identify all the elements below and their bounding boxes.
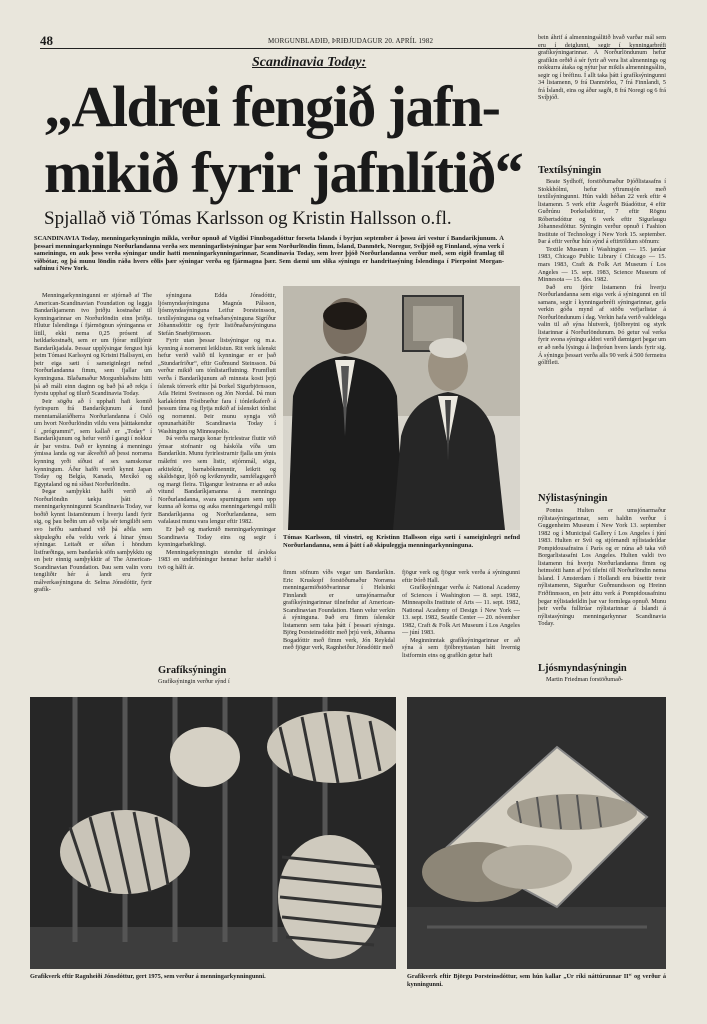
subhead-photo: Ljósmyndasýningin <box>538 663 627 674</box>
col2-paragraph: Er það og markmið menningarkynningar Scandinavia Today eins og segir í kynningarbæklingi. <box>158 525 276 549</box>
center-photo-caption: Tómas Karlsson, til vinstri, og Kristinn Hallsson eiga sæti í sameiginlegri nefnd Norðurlandanna, sem á þátt í að skipuleggja menningarkynninguna. <box>283 534 520 549</box>
artwork-left <box>30 697 396 969</box>
col5-paragraph: Það eru fjórir listamenn frá hverju Norðurlandanna sem eiga verk á sýningunni en til samans, segir í kynningarbréfi sýningarinnar, gefa verkin góða mynd af stöðu vefjarlistar á Norðurlöndunum í dag. Verkin hafa verið valdelega valin til að sýna hlutverk, fjölbreytni og styrk listarinnar á Norðurlöndunum. Þó getur val verka fyrir svona sýningu aldrei verið dæmigert þegar um er að ræða lýsingu á listþróun hvers lands fyrir sig. Á sýningu þessari verða alls 90 verk á 500 fermetra gólffleti. <box>538 283 666 367</box>
col2-paragraph: Fyrir utan þessar listsýningar og m.a. kynning á norrænni leiklistun. Rit verk íslenskt hefur verið valið til kynningar er er það „Stundarfriður“, eftir Guðmund Steinsson. Þá verður mikið um tónlistarflutning. Frumflutt verða í Bandaríkjunum að minnsta kosti þrjú íslensk tónverk eftir þá Þorkel Sigurbjörnsson, Atla Heimi Sveinsson og Jón Nordal. Þá mun karlakórinn Fóstbræður fara í tónleikaferð á þessum tíma og flytja mikið af íslenskri tónlist og norrænni. Þeir munu syngja við opnunarhátíðir Scandinavia Today í Washington og Minneapolis. <box>158 337 276 435</box>
column-1 <box>34 292 152 682</box>
headline-line1: „Aldrei fengið jafn- <box>44 74 500 139</box>
col2-paragraph: Menningarkynningin stendur til ársloka 1983 en undirbúningur hennar hefur staðið í tvö og hálft ár. <box>158 548 276 571</box>
headline-line2: mikið fyrir jafnlítið“ <box>44 140 523 205</box>
column-5a <box>538 34 666 162</box>
column-3 <box>283 569 395 687</box>
col3-paragraph: fimm söfnum víðs vegar um Bandaríkin. Eric Kruskopf forstöðumaður Norræna menningarmiðstöðvarinnar í Helsinki Finnlandi er umsjónarmaður grafíksýningarinnar tilnefndur af American-Scandinavian Foundation. Hann velur verkin á sýninguna. Það eru fimm íslenskir listamenn sem taka þátt í þessari sýningu. Björg Þorsteinsdóttir með þrjú verk, Jóhanna Bogadóttir með fimm verk, Jón Reykdal með fjögur verk, Ragnheiður Jónsdóttir með <box>283 569 395 652</box>
col2-graphic-text: Grafíksýningin verður sýnd í <box>158 678 230 685</box>
subhead-graphic: Grafíksýningin <box>158 665 227 676</box>
artwork-left-caption: Grafíkverk eftir Ragnheiði Jónsdóttur, gert 1975, sem verður á menningarkynningunni. <box>30 973 266 980</box>
shells-behind-bars-illustration <box>30 697 396 969</box>
col1-paragraph: Menningarkynningunni er stjórnað af The American-Scandinavian Foundation og leggja Bandaríkjamenn tvo þriðju kostnaðar til kynningarinnar en Norðurlöndin einn þriðja. Hlutur Íslendinga í fjármögnun sýninganna er lítill, ekki nema 0,25 prósent af heildarkostnaði, sem er um fjórar milljónir Bandaríkjadala. Þessar upplýsingar fengust hjá þeim Tómasi Karlssyni og Kristni Hallssyni, en þeir eiga sæti í sameiginlegri nefnd Norðurlandanna fimm, sem fjallar um kynninguna. Blaðamaður Morgunblaðsins hitti þá að máli einn daginn og bað þá að rekja í fyrstu upphaf og tilurð Scandinavia Today. <box>34 292 152 398</box>
subhead-textile: Textílsýningin <box>538 165 602 176</box>
artwork-right <box>407 697 666 969</box>
col4-paragraph: fjögur verk og fjögur verk verða á sýningunni eftir Þórð Hall. <box>402 569 520 584</box>
col1-paragraph: Þeir sögðu að í upphafi hafi komið fyrirspurn frá Bandaríkjunum á fund menntamálaráðherra Norðurlandanna í Osló um hvort Norðurlöndin vildu vera þátttakendur í „prógrammi“, sem kallað er „Today“ í Bandaríkjunum og hefur verið í gangi í nokkur ár þar vestra. Það er kynning á menningu ýmissa landa og var ákveðið að þessi norræna kynning yrði síðust af sex samskonar kynningum. Áður hafði verið kynnt Japan Today og Belgía, Kanada, Mexíkó og Egyptaland og nú síðast Norðurlöndin. <box>34 397 152 488</box>
column-5d: Martin Friedman forstöðumað- <box>546 676 623 683</box>
column-4 <box>402 569 520 687</box>
subhead-crafts: Nýlistasýningin <box>538 493 608 504</box>
artwork-right-caption: Grafíkverk eftir Björgu Þorsteinsdóttur, sem hún kallar „Úr ríki náttúrunnar II“ og verður á kynningunni. <box>407 973 666 988</box>
col5-paragraph: Textile Museum í Washington — 15. janúar 1983, Chicago Public Library í Chicago — 15. mars 1983, Craft & Folk Art Museum í Los Angeles — 15. sept. 1983, Science Museum of Minnesota — 15. des. 1982. <box>538 245 666 284</box>
col2-paragraph: Þá verða margs konar fyrirlestrar fluttir við ýmsar stofnanir og háskóla víða um Bandaríkin. Munu fyrirlestrarnir fjalla um ýmis málefni svo sem listir, stjórnmál, sögu, arkitektúr, barnabókmenntir, leikrit og skáldsögur, ljóð og kvikmyndir, samfélagsgerð og margt fleira. Tilgangur lestranna er að auka vitund Bandaríkjamanna á menningu Norðurlandanna, svara spurningum sem upp kunna að koma og auka menningartengsl milli Bandaríkjanna og Norðurlandanna, sem vafalaust munu vara lengur eftir 1982. <box>158 435 276 526</box>
col5-paragraph: Pontus Hulten er umsjónarmaður nýlistasýningarinnar, sem haldin verður í Guggenheim Museum í New York 13. september 1982 og í Municipal Gallery í Los Angeles í júní 1983. Hulten er Svíi og stjórnandi nýlistadeildar Pompidousafnsins í París og er núna að taka við Borgarlistasafni Los Angeles. Hulten valdi tvo listamenn frá hverju Norðurlandanna fimm og heimsótti hann af því tilefni öll Norðurlöndin nema Ísland. Í Amsterdam í Hollandi eru búsettir tveir nýlistamenn, Sigurður Guðmundsson og Hreinn Friðfinnsson, en þeir áttu verk á Pompidousafninu þegar nýlistadeildin þar var formlega opnuð. Munu þeir verða fulltrúar nýlistarinnar á Íslandi á nýlistasýningu menningarkynnar Scandinavia Today. <box>538 507 666 628</box>
center-photo <box>283 286 520 530</box>
col5-paragraph: bein áhrif á almenningsálitið hvað varðar mál sem eru í deiglunni, segir í kynningarbréfi grafíksýningarinnar. Á Norðurlöndunum hefur grafíkin orðið á sér fyrir að vera list almennings og nokkurra átaka og nýtur þar mikils almenningsálits, segir og í bréfinu. Í allt taka þátt í grafíksýningunni 34 listamenn, 9 frá Danmörku, 7 frá Finnlandi, 5 frá Íslandi, eins og áður sagði, 8 frá Noregi og 6 frá Svíþjóð. <box>538 34 666 102</box>
col4-paragraph: Grafíksýningar verða á: National Academy of Sciences í Washington — 8. sept. 1982, Minneapolis Institute of Arts — 11. sept. 1982, National Academy of Design í New York — 13. sept. 1982, Seattle Center — 20. nóvember 1982, Craft & Folk Art Museum í Los Angeles — júní 1983. <box>402 584 520 637</box>
column-2 <box>158 292 276 664</box>
masthead-dateline: MORGUNBLAÐIÐ, ÞRIÐJUDAGUR 20. APRÍL 1982 <box>268 37 434 45</box>
page-number: 48 <box>40 33 53 48</box>
col5-paragraph: Beate Sydhoff, forstöðumaður Þjóðlistasafns í Stokkhólmi, hefur yfirumsjón með textílsýningunni. Hún valdi héðan 22 verk eftir 4 listamenn. 5 verk eftir Ásgerði Búadóttur, 4 eftir Guðrúnu Þorkelsdóttur, 7 eftir Rögnu Róbertsdóttur og 6 verk eftir Sigurlaugu Jóhannesdóttur. Sýningin verður opnuð í Fashion Institute of Technology í New York 15. september. Þar á eftir verður hún sýnd á eftirtöldum söfnum: <box>538 178 666 246</box>
col2-paragraph: sýninguna Edda Jónsdóttir, ljósmyndasýninguna Magnús Pálsson, ljósmyndasýninguna Leifur Þorsteinsson, textílsýninguna og vefnaðarsýninguna Sigríður Jóhannsdóttir og fyrir listiðnaðarsýninguna Stefán Snæbjörnsson. <box>158 292 276 337</box>
col4-paragraph: Meginninntak grafíksýningarinnar er að sýna á sem fjölbreyttastan hátt hvernig listformin eins og grafíkin getur haft <box>402 636 520 660</box>
seashell-illustration <box>407 697 666 969</box>
column-5b <box>538 178 666 490</box>
subheadline: Spjallað við Tómas Karlsson og Kristin Hallsson o.fl. <box>44 208 452 229</box>
lead-paragraph: SCANDINAVIA Today, menningarkynningin mikla, verður opnuð af Vigdísi Finnbogadóttur forseta Íslands í byrjun september á þessu ári vestur í Bandaríkjunum. Á þessari menningarkynningu Norðurlandanna verða sex menningarlistsýningar þar sem Norðurlöndin fimm, Ísland, Danmörk, Noregur, Svíþjóð og Finnland, sýna verk í sameiningu, en auk þess verða sýningar undir hatti menningarkynningarinnar, Scandinavia Today, sem hver þjóð Norðurlandanna verður með, sem eigið framlag til viðbótar, og þá munu löndin ráða hvers eðlis þær sýningar verða og fjármagna þær. Sem dæmi um slíka sýningu er handritasýning Íslendinga í Pierpoint Morgan-safninu í New York. <box>34 235 504 273</box>
column-5c <box>538 507 666 657</box>
portrait-illustration <box>283 286 520 530</box>
col1-paragraph: Þegar samþykkt hafði verið að Norðurlöndin tækju þátt í menningarkynningunni Scandinavia Today, var boðið kynnt listamönnum í hverju landi fyrir sig, og þau beðin um að velja sér tengiliði sem svo hefðu samband við þá aðila sem skipulegðu eða veldu verk á hinar ýmsu sýningar. Leitaði er síðan í höndum listfræðinga, sem bandarísk söfn samþykktu og en þeir einnig samþykktir af The American-Scandinavian Foundation. Þau sem valin voru tengiliðir hér á landi eru fyrir málverkasýninguna dr. Selma Jónsdóttir, fyrir grafík- <box>34 488 152 594</box>
kicker: Scandinavia Today: <box>252 55 367 70</box>
